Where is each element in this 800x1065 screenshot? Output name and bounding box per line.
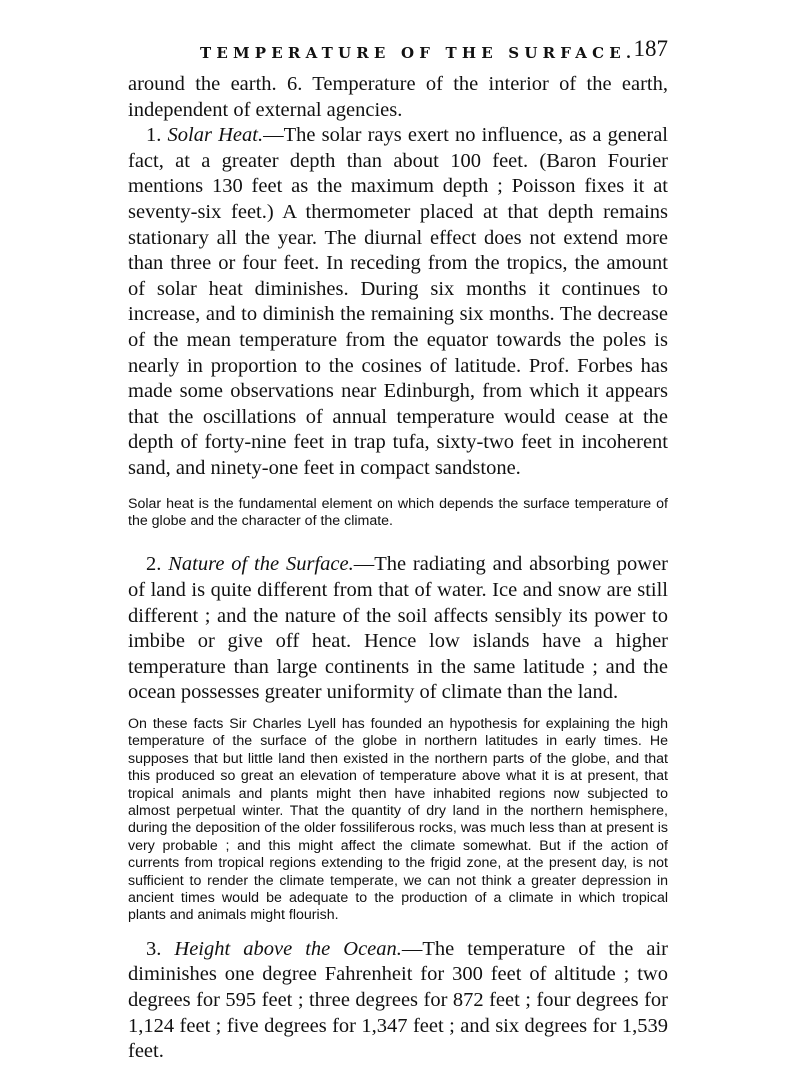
page-number: 187 — [633, 36, 668, 61]
section-nature-of-surface — [128, 552, 668, 706]
section-solar-heat — [128, 123, 668, 481]
page-body — [128, 72, 668, 1065]
section-number: 3. — [146, 937, 162, 960]
section-number: 2. — [146, 553, 162, 576]
section-number: 1. — [146, 124, 162, 147]
section-text: —The solar rays exert no influence, as a general fact, at a greater depth than about 100 feet. (Baron Fourier mentions 130 feet as the maximum depth ; Poisson fixes it at seventy-six feet.) A thermometer placed at that depth remains stationary all the year. The diurnal effect does not extend more than three or four feet. In receding from the tropics, the amount of solar heat diminishes. During six months it continues to increase, and to diminish the remaining six months. The decrease of the mean temperature from the equator towards the poles is nearly in proportion to the cosines of latitude. Prof. Forbes has made some observations near Edinburgh, from which it appears that the oscillations of annual temperature would cease at the depth of forty-nine feet in trap tufa, sixty-two feet in incoherent sand, and ninety-one feet in compact sandstone. — [128, 124, 668, 479]
section-title: Solar Heat. — [167, 124, 264, 147]
section-title: Height above the Ocean. — [174, 937, 402, 960]
section-title: Nature of the Surface. — [168, 553, 354, 576]
section-height-above-ocean — [128, 937, 668, 1065]
running-head: TEMPERATURE OF THE SURFACE. — [200, 44, 637, 62]
paragraph-continuation: around the earth. 6. Temperature of the interior of the earth, independent of external agencies. — [128, 73, 668, 121]
page-header — [128, 36, 668, 68]
note-lyell-hypothesis: On these facts Sir Charles Lyell has founded an hypothesis for explaining the high temperature of the surface of the globe in northern latitudes in early times. He supposes that but little land then existed in the northern parts of the globe, and that this produced so great an elevation of temperature above what it is at present, that tropical animals and plants might then have inhabited regions now subjected to almost perpetual winter. That the quantity of dry land in the northern hemisphere, during the deposition of the older fossiliferous rocks, was much less than at present is very probable ; and this might affect the climate somewhat. But if the action of currents from tropical regions extending to the frigid zone, at the present day, is not sufficient to render the climate temperate, we can not think a greater depression in ancient times would be adequate to the production of a climate in which tropical plants and animals might flourish. — [128, 715, 668, 924]
section-text: —The temperature of the air diminishes one degree Fahrenheit for 300 feet of altitude ; two degrees for 595 feet ; three degrees for 872 feet ; four degrees for 1,124 feet ; five degrees for 1,347 feet ; and six degrees for 1,539 feet. — [128, 937, 669, 1063]
note-solar-heat: Solar heat is the fundamental element on which depends the surface temperature of the globe and the character of the climate. — [128, 495, 668, 529]
section-text: —The radiating and absorbing power of land is quite different from that of water. Ice and snow are still different ; and the nature of the soil affects sensibly its power to imbibe or give off heat. Hence low islands have a higher temperature than large continents in the same latitude ; and the ocean possesses greater uniformity of climate than the land. — [128, 553, 669, 704]
